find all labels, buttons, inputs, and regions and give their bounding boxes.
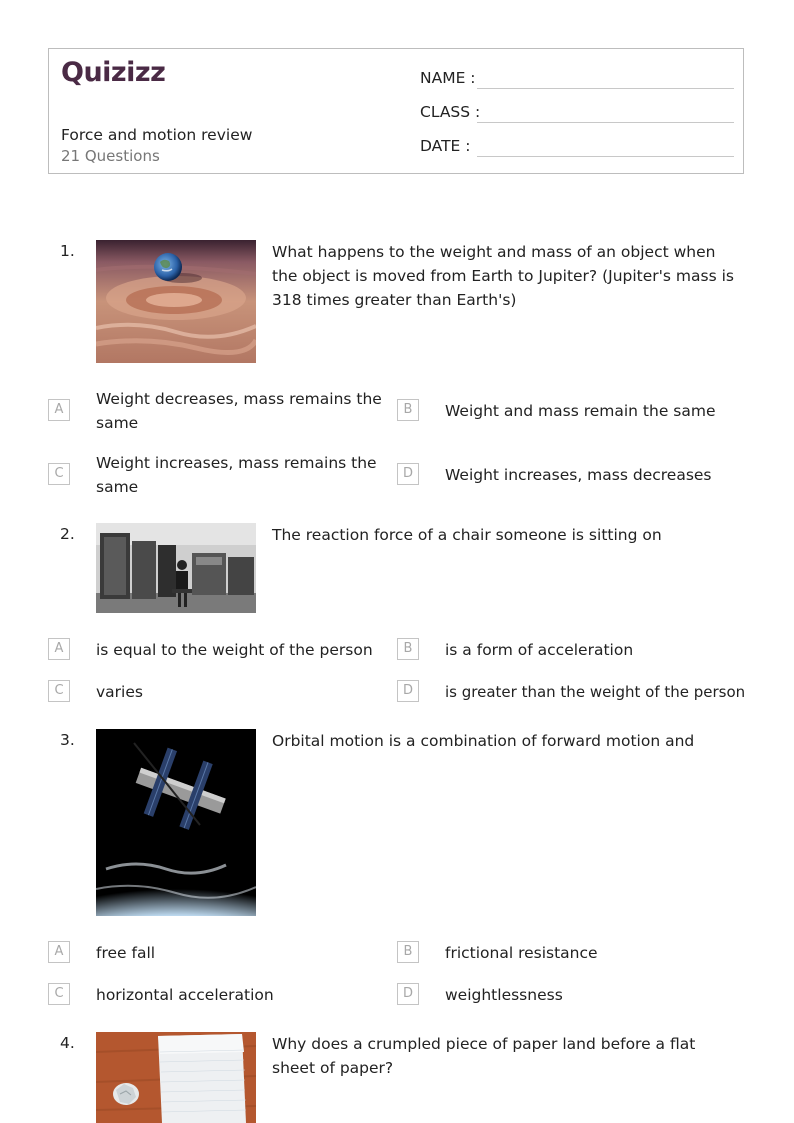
question-number: 4. bbox=[60, 1034, 75, 1052]
option-letter: A bbox=[48, 399, 70, 421]
name-label: NAME : bbox=[420, 69, 476, 87]
jupiter-earth-image bbox=[96, 240, 256, 363]
option-text: varies bbox=[96, 683, 143, 701]
name-line bbox=[477, 88, 734, 89]
option-letter: B bbox=[397, 399, 419, 421]
option-text: is a form of acceleration bbox=[445, 641, 634, 659]
option-letter: B bbox=[397, 638, 419, 660]
name-field[interactable] bbox=[420, 65, 734, 91]
option-text: horizontal acceleration bbox=[96, 986, 274, 1004]
option-letter: D bbox=[397, 680, 419, 702]
class-line bbox=[477, 122, 734, 123]
question-text: Why does a crumpled piece of paper land before a flat sheet of paper? bbox=[272, 1035, 696, 1077]
question-number: 1. bbox=[60, 242, 75, 260]
paper-image bbox=[96, 1032, 256, 1123]
option-text: Weight decreases, mass remains the same bbox=[96, 390, 382, 432]
question-text: The reaction force of a chair someone is sitting on bbox=[272, 526, 662, 544]
option-letter: A bbox=[48, 638, 70, 660]
option-text: Weight increases, mass remains the same bbox=[96, 454, 377, 496]
option-letter: C bbox=[48, 680, 70, 702]
option-text: Weight and mass remain the same bbox=[445, 402, 716, 420]
question-text: What happens to the weight and mass of an object when the object is moved from Earth to Jupiter? (Jupiter's mass is 318 times greater than Earth's) bbox=[272, 243, 734, 309]
option-letter: A bbox=[48, 941, 70, 963]
date-field[interactable] bbox=[420, 133, 734, 159]
option-letter: D bbox=[397, 463, 419, 485]
question-number: 2. bbox=[60, 525, 75, 543]
class-field[interactable] bbox=[420, 99, 734, 125]
option-text: is equal to the weight of the person bbox=[96, 641, 373, 659]
option-text: free fall bbox=[96, 944, 156, 962]
quiz-title: Force and motion review bbox=[61, 126, 253, 144]
question-count: 21 Questions bbox=[61, 147, 160, 165]
class-label: CLASS : bbox=[420, 103, 481, 121]
date-label: DATE : bbox=[420, 137, 471, 155]
option-text: Weight increases, mass decreases bbox=[445, 466, 712, 484]
option-text: weightlessness bbox=[445, 986, 563, 1004]
question-number: 3. bbox=[60, 731, 75, 749]
question-text: Orbital motion is a combination of forward motion and bbox=[272, 732, 695, 750]
quizizz-logo: Quizizz bbox=[61, 57, 166, 88]
option-text: is greater than the weight of the person bbox=[445, 683, 746, 701]
option-letter: C bbox=[48, 983, 70, 1005]
date-line bbox=[477, 156, 734, 157]
option-text: frictional resistance bbox=[445, 944, 598, 962]
option-letter: C bbox=[48, 463, 70, 485]
option-letter: D bbox=[397, 983, 419, 1005]
computer-room-image bbox=[96, 523, 256, 613]
option-letter: B bbox=[397, 941, 419, 963]
satellite-orbit-image bbox=[96, 729, 256, 916]
worksheet-header bbox=[48, 48, 744, 174]
